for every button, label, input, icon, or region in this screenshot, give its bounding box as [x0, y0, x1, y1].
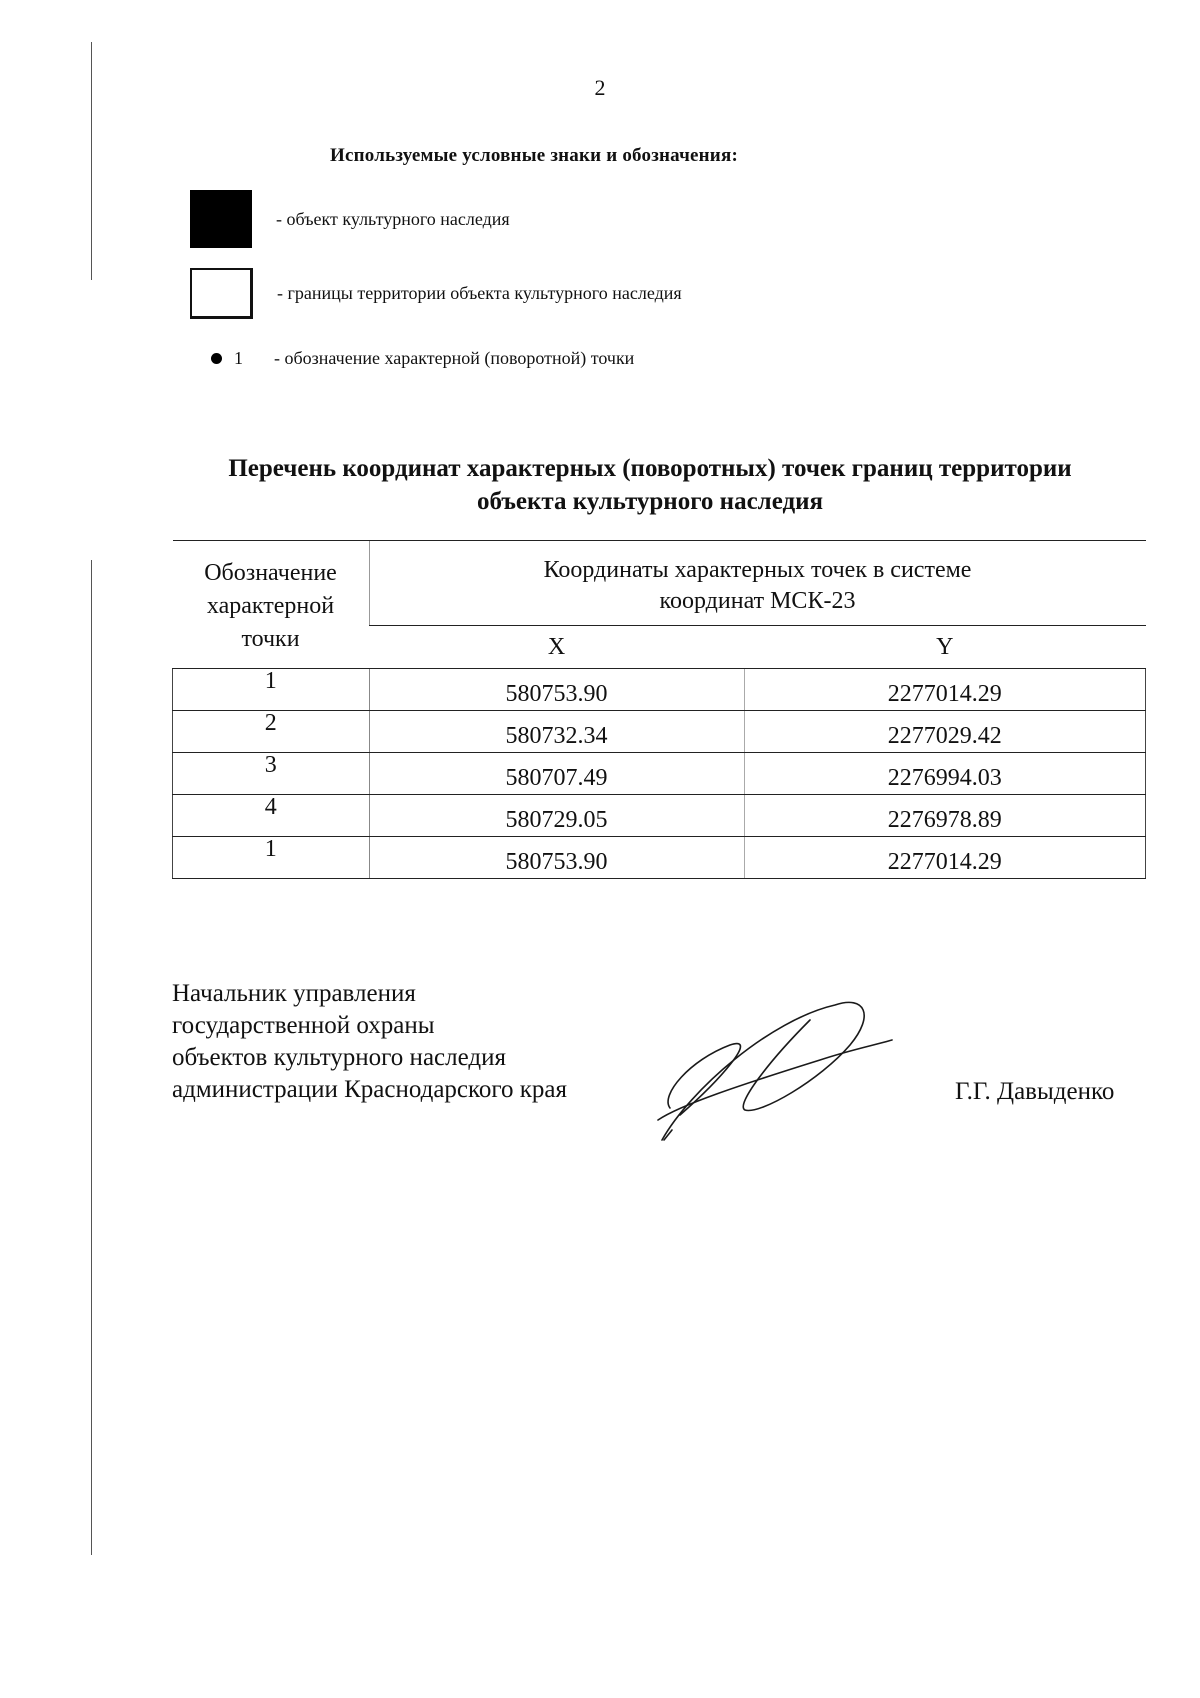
cell-y: 2276978.89 [744, 795, 1146, 837]
legend-item-point [190, 348, 634, 369]
coordinates-heading-line: объекта культурного наследия [476, 488, 824, 515]
cell-y: 2277014.29 [744, 837, 1146, 879]
table-row [173, 711, 1146, 753]
outlined-rectangle-icon [190, 268, 253, 319]
handwritten-signature [650, 990, 900, 1150]
cell-y: 2277029.42 [744, 711, 1146, 753]
margin-line-bottom [91, 560, 92, 1555]
cell-point: 1 [173, 669, 370, 711]
cell-point: 3 [173, 753, 370, 795]
cell-x: 580707.49 [369, 753, 744, 795]
header-y: Y [744, 626, 1146, 669]
point-dot-icon [211, 353, 222, 364]
cell-point: 4 [173, 795, 370, 837]
table-row [173, 753, 1146, 795]
cell-x: 580729.05 [369, 795, 744, 837]
legend-item-territory-border [190, 268, 682, 319]
header-point-designation: Обозначение характерной точки [173, 541, 370, 669]
coordinates-table [172, 540, 1146, 879]
cell-point: 2 [173, 711, 370, 753]
coordinates-heading-line: Перечень координат характерных (поворотных) точек границ территории [228, 455, 1072, 482]
signer-name: Г.Г. Давыденко [955, 1078, 1115, 1105]
header-x: X [369, 626, 744, 669]
signer-position-line: Начальник управления [172, 980, 416, 1007]
table-row [173, 837, 1146, 879]
signer-position-line: администрации Краснодарского края [172, 1076, 568, 1103]
cell-point: 1 [173, 837, 370, 879]
coordinates-heading [150, 452, 1150, 518]
cell-x: 580753.90 [369, 669, 744, 711]
legend-title: Используемые условные знаки и обозначения: [330, 145, 738, 166]
legend-text: - границы территории объекта культурного наследия [277, 283, 682, 303]
point-symbol [190, 348, 250, 369]
cell-y: 2277014.29 [744, 669, 1146, 711]
legend-text: - объект культурного наследия [276, 208, 510, 229]
signer-position [172, 978, 567, 1106]
point-symbol-label: 1 [234, 348, 243, 368]
black-square-icon [190, 190, 252, 248]
table-header-row [173, 541, 1146, 626]
legend-text: - обозначение характерной (поворотной) точки [274, 348, 635, 368]
cell-x: 580732.34 [369, 711, 744, 753]
cell-y: 2276994.03 [744, 753, 1146, 795]
page-number: 2 [594, 75, 606, 100]
signer-position-line: объектов культурного наследия [172, 1044, 506, 1071]
table-row [173, 669, 1146, 711]
signer-position-line: государственной охраны [172, 1012, 435, 1039]
table-row [173, 795, 1146, 837]
cell-x: 580753.90 [369, 837, 744, 879]
header-coordinate-system: Координаты характерных точек в системе координат МСК-23 [369, 541, 1146, 626]
legend-item-heritage-object [190, 190, 510, 248]
